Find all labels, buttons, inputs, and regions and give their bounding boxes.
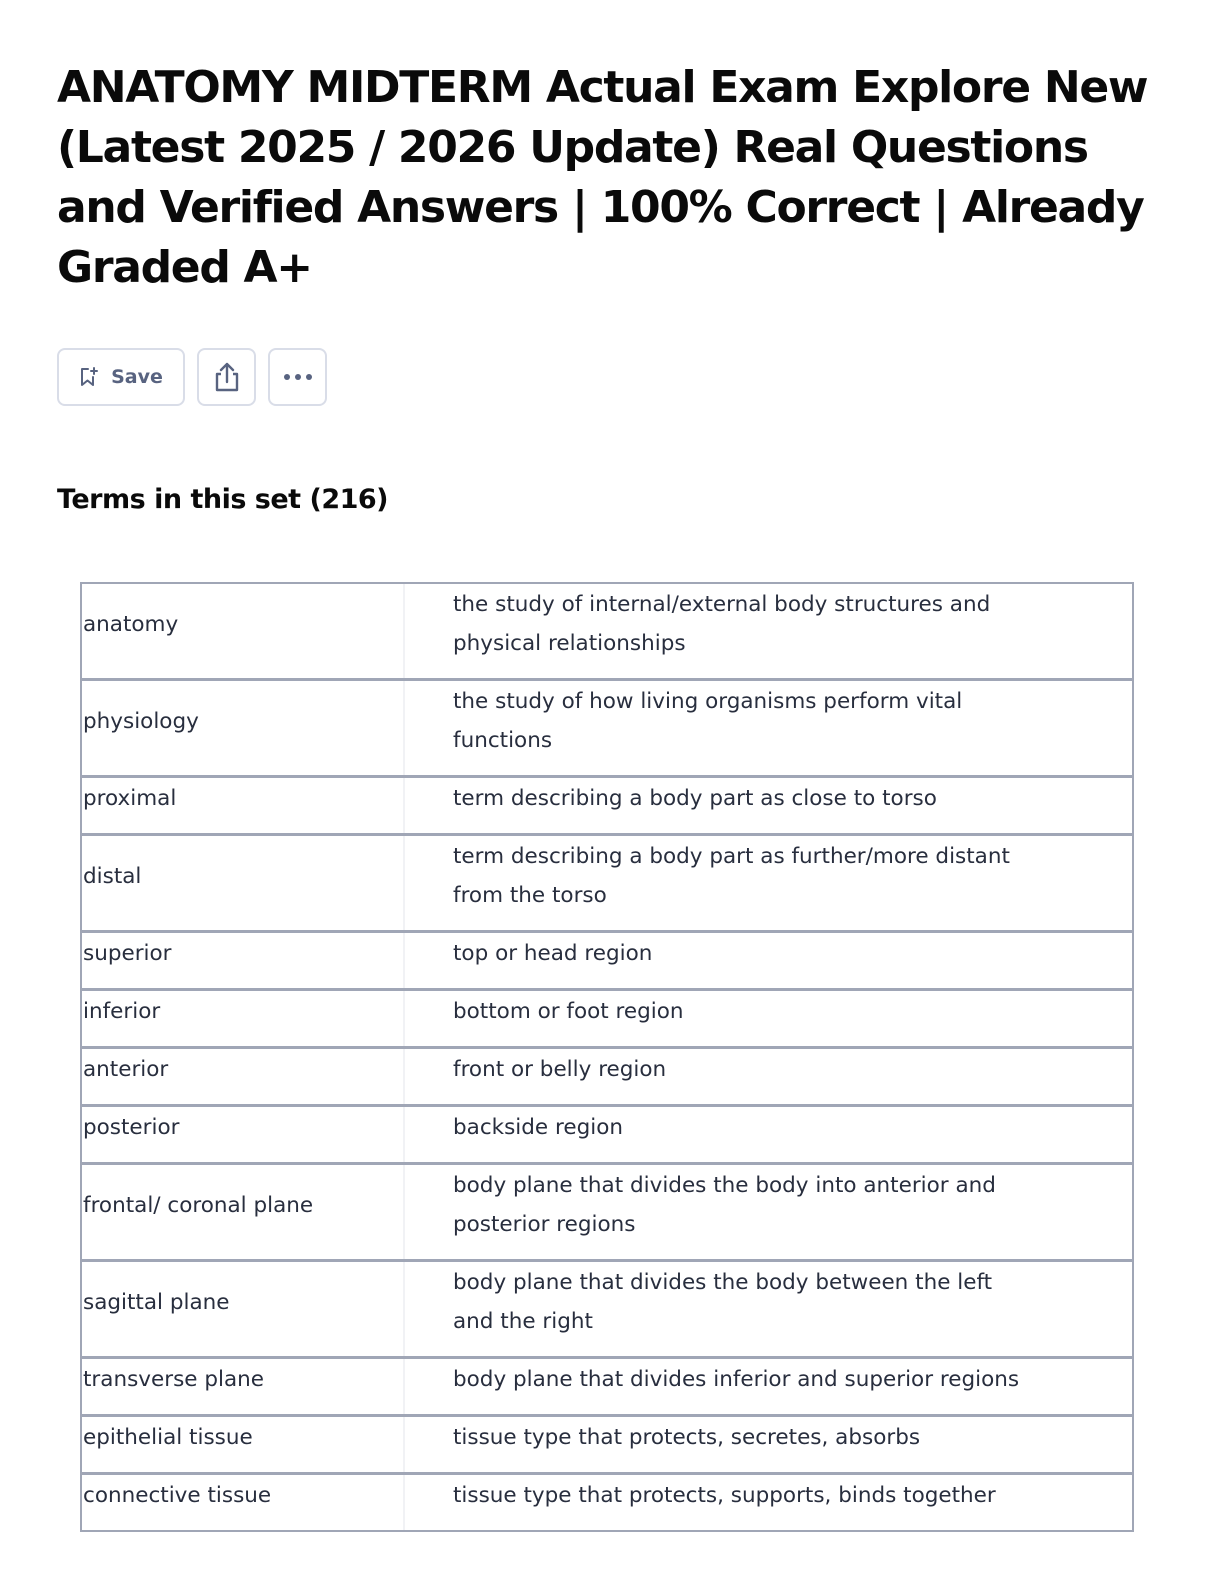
term-cell: superior	[81, 932, 405, 990]
terms-table	[80, 582, 1134, 1532]
definition-cell: body plane that divides inferior and superior regions	[405, 1358, 1133, 1416]
definition-cell: term describing a body part as further/more distant from the torso	[405, 835, 1133, 932]
definition-cell: body plane that divides the body between the left and the right	[405, 1261, 1133, 1358]
term-row	[81, 583, 1133, 680]
definition-cell: tissue type that protects, supports, binds together	[405, 1474, 1133, 1532]
term-row	[81, 1164, 1133, 1261]
term-row	[81, 1106, 1133, 1164]
term-row	[81, 1416, 1133, 1474]
definition-cell: backside region	[405, 1106, 1133, 1164]
definition-cell: body plane that divides the body into anterior and posterior regions	[405, 1164, 1133, 1261]
definition-cell: top or head region	[405, 932, 1133, 990]
term-cell: sagittal plane	[81, 1261, 405, 1358]
definition-cell: tissue type that protects, secretes, absorbs	[405, 1416, 1133, 1474]
term-cell: anatomy	[81, 583, 405, 680]
term-row	[81, 835, 1133, 932]
term-row	[81, 1474, 1133, 1532]
term-row	[81, 1261, 1133, 1358]
term-row	[81, 990, 1133, 1048]
definition-cell: front or belly region	[405, 1048, 1133, 1106]
term-cell: anterior	[81, 1048, 405, 1106]
definition-cell: term describing a body part as close to torso	[405, 777, 1133, 835]
term-cell: epithelial tissue	[81, 1416, 405, 1474]
definition-cell: the study of how living organisms perform vital functions	[405, 680, 1133, 777]
term-cell: frontal/ coronal plane	[81, 1164, 405, 1261]
term-cell: inferior	[81, 990, 405, 1048]
term-row	[81, 1048, 1133, 1106]
definition-cell: bottom or foot region	[405, 990, 1133, 1048]
term-row	[81, 1358, 1133, 1416]
term-row	[81, 777, 1133, 835]
term-row	[81, 680, 1133, 777]
term-cell: posterior	[81, 1106, 405, 1164]
term-cell: physiology	[81, 680, 405, 777]
page-title: ANATOMY MIDTERM Actual Exam Explore New (Latest 2025 / 2026 Update) Real Questions and Verified Answers | 100% Correct | Already Graded A+	[57, 62, 1148, 293]
bookmark-plus-icon	[79, 366, 99, 388]
terms-heading: Terms in this set (216)	[57, 484, 389, 515]
term-cell: transverse plane	[81, 1358, 405, 1416]
term-row	[81, 932, 1133, 990]
share-icon	[212, 361, 242, 393]
more-options-icon	[283, 373, 313, 381]
toolbar	[57, 348, 327, 406]
more-options-button[interactable]	[268, 348, 327, 406]
term-cell: connective tissue	[81, 1474, 405, 1532]
term-cell: proximal	[81, 777, 405, 835]
share-button[interactable]	[197, 348, 256, 406]
definition-cell: the study of internal/external body structures and physical relationships	[405, 583, 1133, 680]
term-cell: distal	[81, 835, 405, 932]
save-button[interactable]	[57, 348, 185, 406]
save-button-label: Save	[111, 366, 163, 388]
